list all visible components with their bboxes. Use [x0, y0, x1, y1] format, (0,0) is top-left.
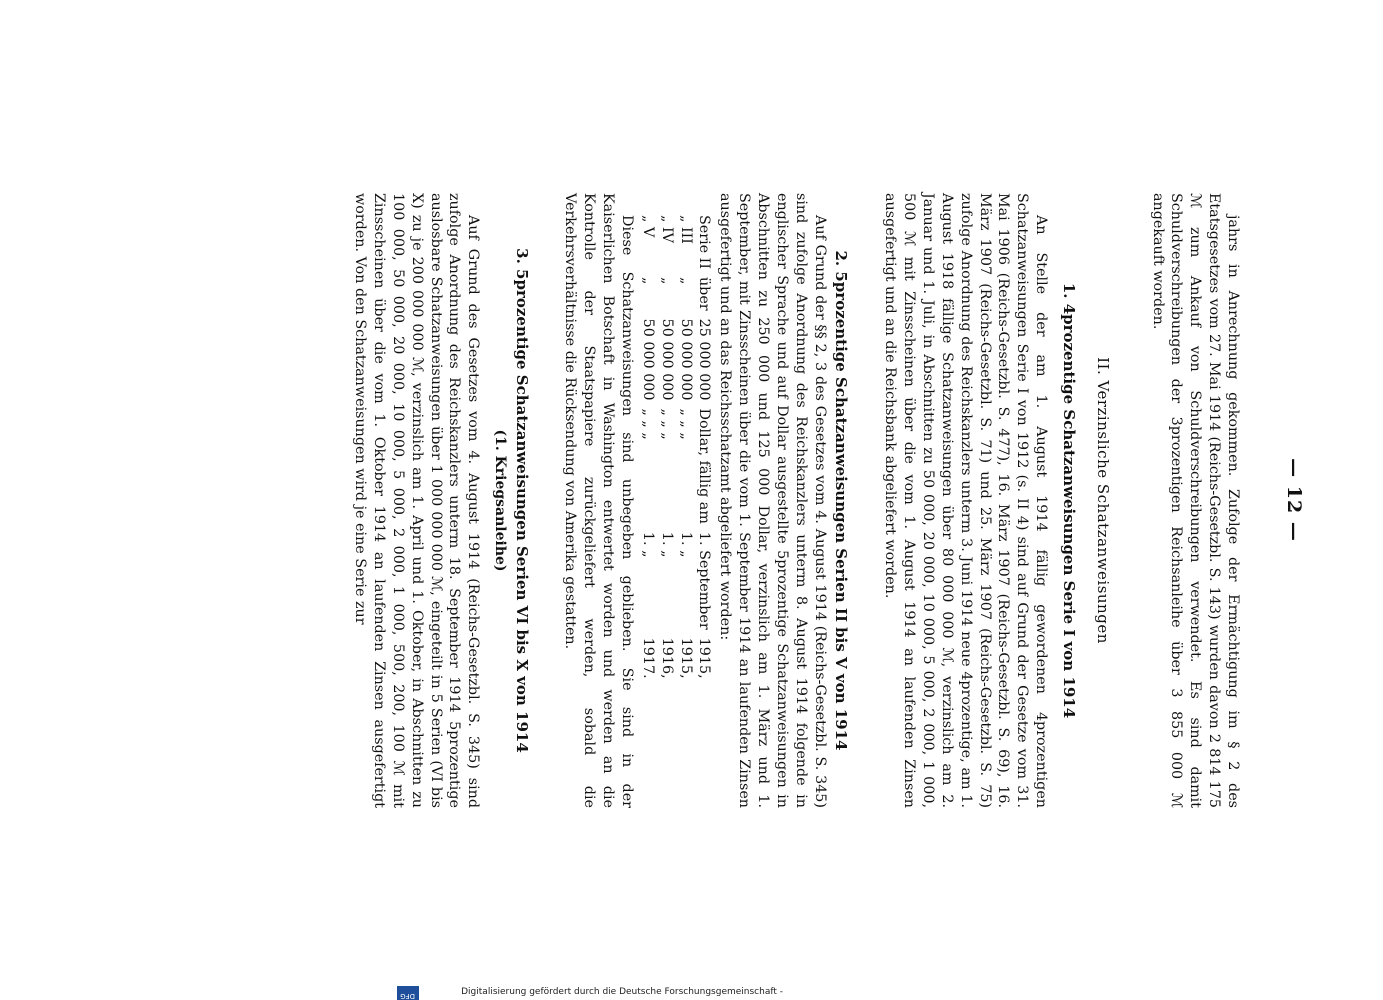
series-cell: 50 000 000 — [658, 318, 675, 401]
series-cell: 1. „ — [639, 531, 656, 558]
paragraph-top: jahrs in Anrechnung gekommen. Zufolge der Ermächtigung im § 2 des Etatsgesetzes vom 27. Mai 1914 (Reichs-Gesetzbl. S. 143) wurden davon 2 814 175 ℳ zum Ankauf von Schuldverschreibungen verwendet. Es sind damit Schuldverschreibungen der 3prozentigen Reichsanleihe über 3 855 000 ℳ angekauft worden. — [1149, 193, 1241, 808]
series-cell: „ — [658, 276, 675, 285]
series-cell: 1915, — [696, 637, 713, 679]
subsection-1-title: 1. 4prozentige Schatzanweisungen Serie I von 1914 — [1059, 282, 1078, 719]
series-row — [676, 215, 695, 687]
subsection-3-title: 3. 5prozentige Schatzanweisungen Serien VI bis X von 1914 — [512, 248, 531, 753]
series-cell: „ „ „ — [639, 408, 656, 440]
series-row — [657, 215, 676, 687]
subsection-3-subtitle: (1. Kriegsanleihe) — [491, 429, 508, 572]
series-cell: 50 000 000 — [677, 318, 694, 401]
series-cell: „ — [639, 276, 656, 285]
digitization-text: Digitalisierung gefördert durch die Deutsche Forschungsgemeinschaft - — [461, 987, 783, 997]
series-cell: „ — [677, 276, 694, 285]
subsection-2-text: Auf Grund der §§ 2, 3 des Gesetzes vom 4. August 1914 (Reichs-Gesetzbl. S. 345) sind zufolge Anordnung des Reichskanzlers unterm 8. August 1914 folgende in englischer Sprache und auf Dollar ausgestellte 5prozentige Schatzanweisungen in Abschnitten zu 250 000 und 125 000 Dollar, verzinslich am 1. März und 1. September, mit Zinsscheinen über die vom 1. September 1914 an laufenden Zinsen ausgefertigt und an das Reichsschatzamt abgeliefert worden: — [717, 193, 828, 808]
subsection-3-text: Auf Grund des Gesetzes vom 4. August 1914 (Reichs-Gesetzbl. S. 345) sind zufolge Anordnung des Reichskanzlers unterm 18. September 1914 5prozentige auslosbare Schatzanweisungen über 1 000 000 000 ℳ, eingeteilt in 5 Serien (VI bis X) zu je 200 000 000 ℳ, verzinslich am 1. April und 1. Oktober, in Abschnitten zu 100 000, 50 000, 20 000, 10 000, 5 000, 2 000, 1 000, 500, 200, 100 ℳ mit Zinsscheinen über die vom 1. Oktober 1914 an laufenden Zinsen ausgefertigt worden. Von den Schatzanweisungen wird je eine Serie zur — [352, 193, 482, 808]
series-cell: 25 000 000 — [696, 318, 713, 401]
series-table — [638, 215, 713, 687]
series-cell: „ III — [677, 215, 694, 244]
series-cell: 1. September — [696, 531, 713, 630]
series-row — [695, 215, 714, 687]
series-cell: 1. „ — [677, 531, 694, 558]
page-body — [350, 193, 1242, 808]
series-cell: Dollar, fällig am — [696, 408, 713, 524]
section-title: II. Verzinsliche Schatzanweisungen — [1093, 357, 1112, 644]
series-cell: „ „ „ — [658, 408, 675, 440]
series-cell: 1. „ — [658, 531, 675, 558]
subsection-2-title: 2. 5prozentige Schatzanweisungen Serien II bis V von 1914 — [832, 250, 851, 751]
series-cell: „ IV — [658, 215, 675, 243]
subsection-2-text-2: Diese Schatzanweisungen sind unbegeben geblieben. Sie sind in der Kaiserlichen Botschaft in Washington entwertet worden und werden an die Kontrolle der Staatspapiere zurückgeliefert werden, sobald die Verkehrsverhältnisse die Rücksendung von Amerika gestatten. — [562, 193, 635, 808]
series-cell: „ „ „ — [677, 408, 694, 440]
series-cell: „ V — [639, 215, 656, 238]
series-cell: 1916, — [658, 637, 675, 679]
subsection-1-text: An Stelle der am 1. August 1914 fällig gewordenen 4prozentigen Schatzanweisungen Serie I von 1912 (s. II 4) sind auf Grund der Gesetze vom 31. Mai 1906 (Reichs-Gesetzbl. S. 477), 16. März 1907 (Reichs-Gesetzbl. S. 69), 16. März 1907 (Reichs-Gesetzbl. S. 71) und 25. März 1907 (Reichs-Gesetzbl. S. 75) zufolge Anordnung des Reichskanzlers unterm 3. Juni 1914 neue 4prozentige, am 1. August 1918 fällige Schatzanweisungen über 80 000 000 ℳ, verzinslich am 2. Januar und 1. Juli, in Abschnitten zu 50 000, 20 000, 10 000, 5 000, 2 000, 1 000, 500 ℳ mit Zinsscheinen über die vom 1. August 1914 an laufenden Zinsen ausgefertigt und an die Reichsbank abgeliefert worden. — [882, 193, 1050, 808]
dfg-logo: DFG — [397, 986, 419, 1000]
digitization-note — [393, 986, 783, 1000]
series-row — [638, 215, 657, 687]
series-cell: über — [696, 276, 713, 311]
series-cell: 1915, — [677, 637, 694, 679]
series-cell: 1917. — [639, 637, 656, 679]
page-number: — 12 — — [1283, 458, 1305, 542]
series-cell: 50 000 000 — [639, 318, 656, 401]
series-cell: Serie II — [696, 215, 713, 269]
